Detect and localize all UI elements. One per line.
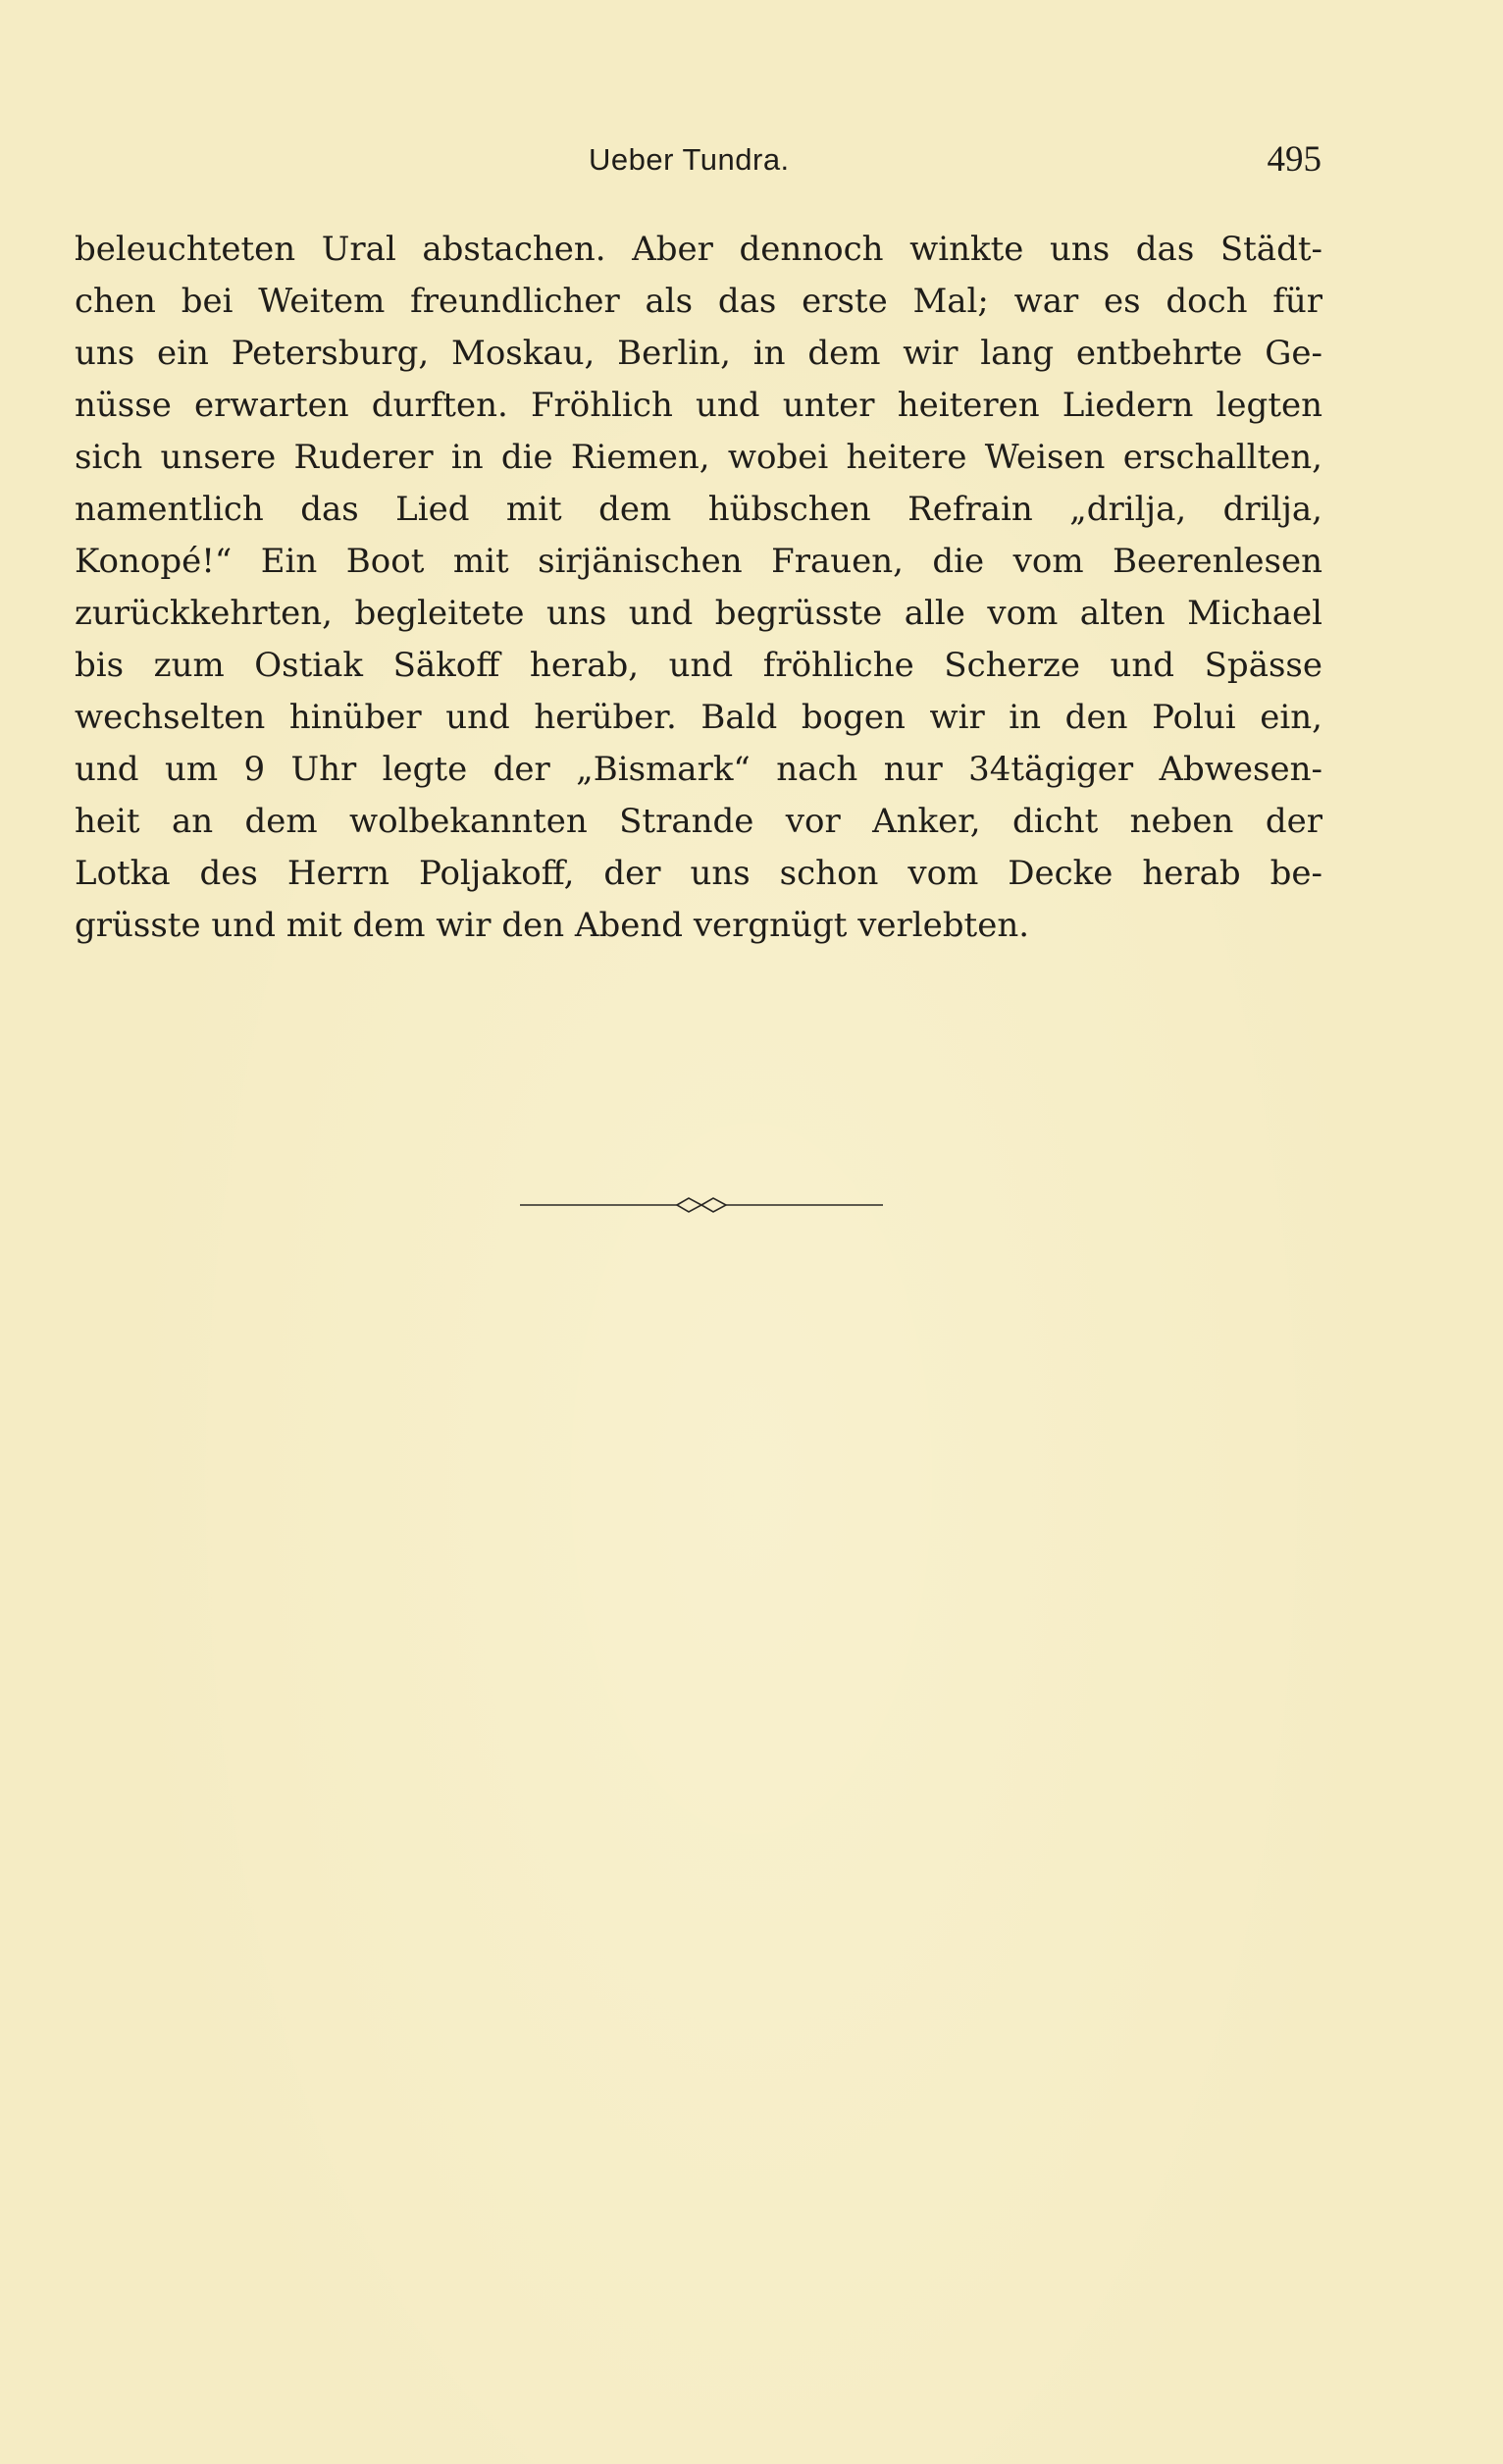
text-line: sich unsere Ruderer in die Riemen, wobei heitere Weisen erschallten, [75,438,1322,477]
text-line: heit an dem wolbekannten Strande vor Anker, dicht neben der [75,802,1322,841]
body-text [75,224,1322,952]
text-line: Konopé!“ Ein Boot mit sirjänischen Frauen, die vom Beerenlesen [75,542,1322,581]
running-title: Ueber Tundra. [589,142,790,177]
text-line: uns ein Petersburg, Moskau, Berlin, in dem wir lang entbehrte Ge- [75,334,1322,373]
text-line: bis zum Ostiak Säkoff herab, und fröhliche Scherze und Spässe [75,646,1322,685]
text-line: chen bei Weitem freundlicher als das erste Mal; war es doch für [75,282,1322,321]
running-header [0,135,1503,184]
page-number: 495 [1267,139,1322,180]
text-line: namentlich das Lied mit dem hübschen Refrain „drilja, drilja, [75,490,1322,529]
text-line: wechselten hinüber und herüber. Bald bogen wir in den Polui ein, [75,698,1322,737]
text-line: grüsste und mit dem wir den Abend vergnügt verlebten. [75,906,1030,945]
text-line: zurückkehrten, begleitete uns und begrüsste alle vom alten Michael [75,594,1322,633]
text-line: beleuchteten Ural abstachen. Aber dennoch winkte uns das Städt- [75,230,1322,269]
text-line: Lotka des Herrn Poljakoff, der uns schon vom Decke herab be- [75,854,1322,893]
text-line: nüsse erwarten durften. Fröhlich und unter heiteren Liedern legten [75,386,1322,425]
text-line: und um 9 Uhr legte der „Bismark“ nach nur 34tägiger Abwesen- [75,750,1322,789]
double-diamond-rule-icon [520,1190,883,1220]
